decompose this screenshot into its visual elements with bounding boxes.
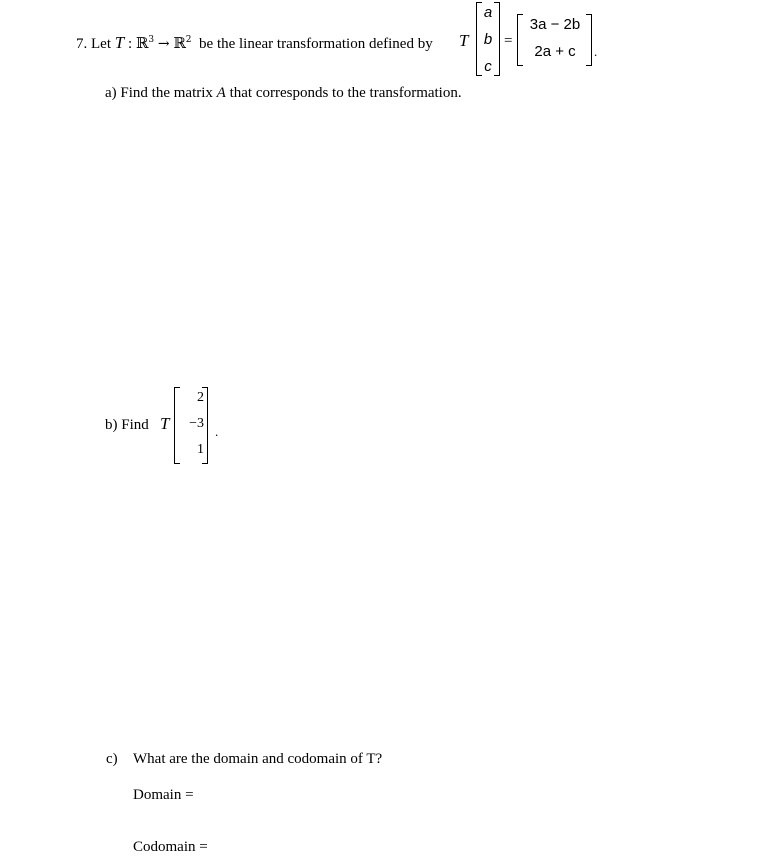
output-vector-entry-1: 3a − 2b	[529, 16, 581, 33]
domain-space: ℝ$^3$	[135, 34, 155, 52]
question-description: be the linear transformation defined by	[199, 36, 433, 52]
input-vector-entry-a: a	[483, 4, 493, 21]
codomain-label: Codomain =	[133, 839, 208, 855]
transformation-symbol: T	[114, 33, 125, 52]
colon: :	[127, 36, 133, 52]
part-b-vector-entry-1: 2	[197, 390, 204, 405]
equals-sign: =	[504, 33, 513, 49]
codomain-space: ℝ$^2$	[173, 34, 192, 52]
part-b-trailing-period: .	[215, 424, 219, 439]
question-number: 7.	[76, 36, 88, 52]
part-a	[105, 85, 462, 102]
output-vector-entry-2: 2a + c	[534, 43, 576, 60]
domain-label: Domain =	[133, 787, 194, 803]
let-word: Let	[91, 36, 111, 52]
part-b-transformation-symbol: T	[160, 414, 170, 433]
part-a-rest: that corresponds to the transformation.	[229, 85, 462, 101]
part-c-question: What are the domain and codomain of T?	[133, 751, 383, 767]
transformation-symbol-2: T	[459, 31, 469, 50]
question-line	[76, 33, 433, 53]
part-b-vector-entry-2: −3	[189, 416, 204, 431]
part-c-label: c)	[106, 751, 118, 767]
part-a-label: a) Find the matrix	[105, 85, 213, 101]
arrow-symbol: →	[157, 36, 170, 52]
matrix-symbol: A	[216, 85, 226, 101]
part-b-label: b) Find	[105, 417, 149, 433]
input-vector-entry-b: b	[483, 31, 493, 48]
part-b-vector-entry-3: 1	[197, 442, 204, 457]
trailing-period: .	[594, 44, 598, 59]
input-vector-entry-c: c	[484, 58, 492, 75]
